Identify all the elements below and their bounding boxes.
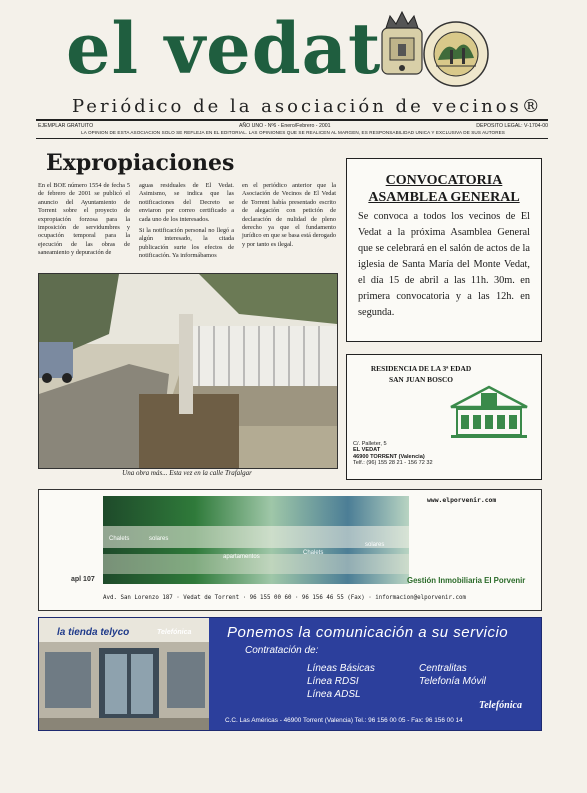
notice-subtitle: ASAMBLEA GENERAL (368, 190, 520, 205)
issue-number: AÑO UNO - Nº6 - Enero/Febrero - 2001 (238, 123, 331, 129)
notice-body: Se convoca a todos los vecinos de El Vedat a la próxima Asamblea General que se celebrará en el salón de actos de la iglesia de Santa María del Monte Vedat, el día 15 de abril a las 11h. 30m. en primera convocatoria y a las 12h. en segunda. (358, 211, 530, 318)
porvenir-word: Chalets (109, 536, 130, 542)
free-copy-label: EJEMPLAR GRATUITO (38, 123, 94, 129)
editorial-disclaimer: LA OPINION DE ESTA ASOCIACION SOLO SE REFLEJA EN EL EDITORIAL. LAS OPINIONES QUE SE REALICEN AL MARGEN, ES RESPONSABILIDAD UNICA Y EXCLUSIVA DE SUS AUTORES (81, 130, 505, 135)
porvenir-brand: Gestión Inmobiliaria El Porvenir (407, 576, 526, 585)
address-line: Telf.: (96) 155 28 21 - 156 72 32 (353, 460, 433, 467)
residence-title-line: RESIDENCIA DE LA 3ª EDAD (370, 364, 472, 373)
service-item: Línea ADSL (307, 689, 361, 700)
masthead-title: el vedat (66, 7, 382, 90)
residence-address (353, 441, 433, 467)
apl-badge: apl 107 (71, 576, 95, 583)
porvenir-contact: Avd. San Lorenzo 187 · Vedat de Torrent · 96 155 00 60 · 96 156 46 55 (Fax) · informacion@elporvenir.com (103, 595, 466, 601)
article-headline: Expropiaciones (46, 150, 235, 176)
porvenir-word: solares (365, 542, 385, 548)
article-paragraph: aguas residuales de El Vedat. Asimismo, se indica que las notificaciones del Decreto se enviaron por correo certificado a cada uno de los interesados. (139, 182, 234, 223)
telefonica-headline: Ponemos la comunicación a su servicio (227, 624, 509, 641)
porvenir-word: Chalets (303, 550, 324, 556)
address-line: EL VEDAT (353, 447, 381, 454)
telefonica-advert (38, 617, 542, 731)
address-line: 46900 TORRENT (Valencia) (353, 453, 425, 460)
service-item: Centralitas (419, 663, 467, 674)
article-column-3 (242, 182, 336, 252)
association-emblem-icon (372, 10, 492, 94)
residence-title-line: SAN JUAN BOSCO (388, 375, 454, 384)
issue-meta-row (38, 123, 548, 129)
notice-title: CONVOCATORIA (385, 173, 503, 188)
telefonica-footer: C.C. Las Américas - 46900 Torrent (Valencia) Tel.: 96 156 00 05 - Fax: 96 156 00 14 (225, 717, 463, 724)
street-works-photo (38, 273, 338, 469)
article-paragraph: Si la notificación personal no llegó a algún interesado, la citada publicación surte los efectos de notificación. Ya informábamos (139, 227, 234, 260)
residence-ad-box (346, 354, 542, 480)
service-list-1 (307, 662, 375, 701)
porvenir-website[interactable]: www.elporvenir.com (427, 496, 497, 504)
porvenir-advert (38, 489, 542, 611)
assembly-notice-box (346, 158, 542, 342)
porvenir-word: solares (149, 536, 169, 542)
header-divider (36, 138, 548, 139)
telefonica-small-logo: Telefónica (157, 629, 192, 636)
street-photo-illustration (39, 274, 337, 468)
service-item: Líneas Básicas (307, 663, 375, 674)
telyco-store-label: la tienda telyco (57, 627, 130, 638)
photo-caption: Una obra más... Esta vez en la calle Trafalgar (122, 469, 252, 477)
masthead-subtitle: Periódico de la asociación de vecinos® (72, 96, 543, 117)
residence-building-icon (447, 383, 531, 441)
article-paragraph: En el BOE número 1554 de fecha 5 de febrero de 2001 se publicó el anuncio del Ayuntamiento de Torrent sobre el proyecto de expropiación forzosa para la imposición de servidumbres y ocupación temporal para la ejecución de las obras de saneamiento y depuración de (38, 182, 130, 257)
legal-deposit: DEPOSITO LEGAL: V-1704-00 (476, 123, 548, 129)
masthead-rule (36, 119, 548, 121)
porvenir-word: apartamentos (223, 554, 260, 560)
address-line: C/. Palleter, 5 (353, 441, 387, 447)
residence-title (351, 363, 491, 385)
article-column-2 (139, 182, 234, 264)
telefonica-subheading: Contratación de: (245, 645, 319, 656)
service-list-2 (419, 662, 486, 688)
service-item: Línea RDSI (307, 676, 359, 687)
article-column-1 (38, 182, 130, 261)
article-paragraph: en el periódico anterior que la Asociación de Vecinos de El Vedat de Torrent había presentado escrito de alegación con petición de declaración de nulidad de pleno derecho ya que el fundamento jurídico en que se basa está derogado y por tanto es ilegal. (242, 182, 336, 248)
telefonica-logo: Telefónica (479, 700, 522, 711)
porvenir-banner-image (103, 496, 409, 584)
service-item: Telefonía Móvil (419, 676, 486, 687)
